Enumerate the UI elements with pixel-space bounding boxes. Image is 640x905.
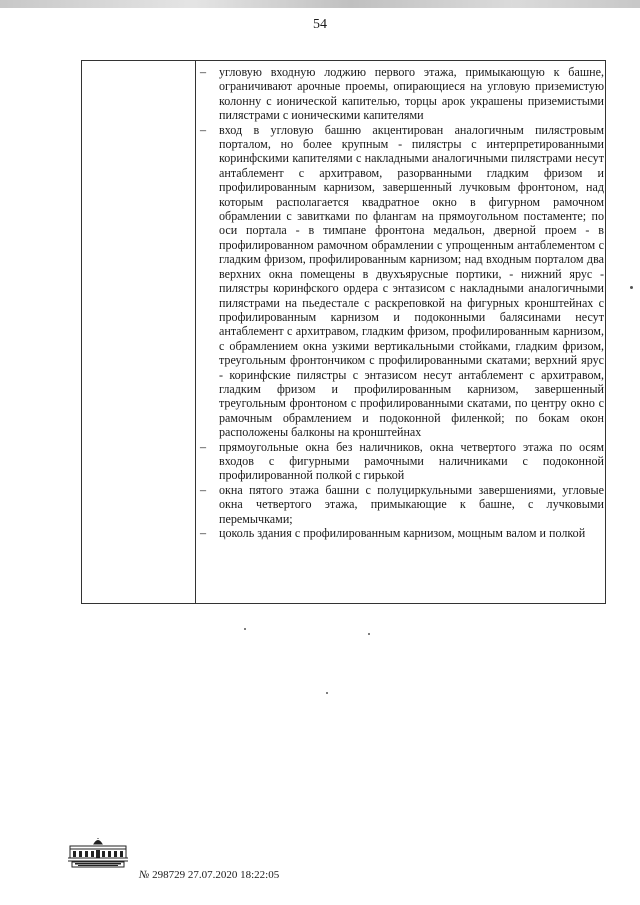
scan-edge [0, 0, 640, 8]
scan-speck [326, 692, 328, 694]
building-stamp-icon [64, 838, 132, 868]
document-table [81, 60, 606, 604]
document-stamp [139, 869, 279, 881]
description-list [200, 65, 604, 540]
number-sign: № [139, 869, 150, 881]
list-item: – вход в угловую башню акцентирован аналогичным пилястровым порталом, но более крупным - пилястры с интерпретированными коринфскими капителями с накладными аналогичными пилястрами несут антаблемент с архитравом, разорванными гладким фризом и профилированным карнизом, завершенный лучковым фронтоном, над которым располагается квадратное окно в фигурном рамочном обрамлении с завитками по флангам на прямоугольном постаменте; по оси портала - в тимпане фронтона медальон, дверной проем - в профилированном рамочном обрамлении с упрощенным антаблементом с гладким фризом, профилированным карнизом; над входным порталом два верхних окна помещены в двухъярусные портики, - нижний ярус - пилястры коринфского ордера с энтазисом с накладными аналогичными пилястрами на пьедестале с раскреповкой на фигурных кронштейнах с профилированным карнизом и подоконными балясинами несут антаблемент с архитравом, гладким фризом, профилированным карнизом, с обрамлением окна узкими вертикальными стойками, гладким фризом, треугольным фронтончиком с профилированными скатами; верхний ярус - коринфские пилястры с энтазисом несут антаблемент с архитравом, гладким фризом и профилированным карнизом, завершенный треугольным фронтоном с профилированными скатами, по центру окно с рамочным обрамлением и подоконной филенкой; по бокам окон расположены балконы на кронштейнах [200, 123, 604, 440]
document-number: 298729 [152, 869, 186, 881]
page-number: 54 [313, 17, 327, 32]
scan-speck [244, 628, 246, 630]
list-item: – цоколь здания с профилированным карнизом, мощным валом и полкой [200, 526, 604, 540]
table-column-divider [195, 61, 196, 603]
list-item: – окна пятого этажа башни с полуциркульными завершениями, угловые окна четвертого этажа, примыкающие к башне, с лучковыми перемычками; [200, 483, 604, 526]
scan-speck [368, 633, 370, 635]
scan-speck [630, 286, 633, 289]
list-item: – угловую входную лоджию первого этажа, примыкающую к башне, ограничивают арочные проемы, опирающиеся на угловую приземистую колонну с ионической капителью, торцы арок украшены приземистыми пилястрами с ионическими капителями [200, 65, 604, 123]
list-item: – прямоугольные окна без наличников, окна четвертого этажа по осям входов с фигурными рамочными наличниками с подоконной профилированной полкой с гирькой [200, 440, 604, 483]
document-datetime: 27.07.2020 18:22:05 [187, 869, 280, 881]
